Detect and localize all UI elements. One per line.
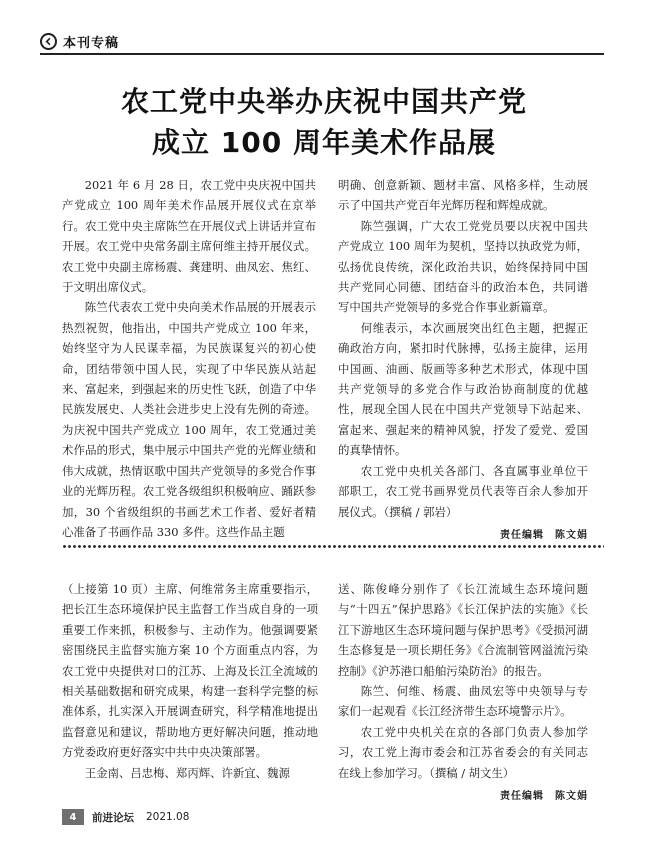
paragraph: 2021 年 6 月 28 日，农工党中央庆祝中国共产党成立 100 周年美术作品展开展仪式在京举行。农工党中央主席陈竺在开展仪式上讲话并宣布开展。农工党中央常务副主席何维主持开展仪式。农工党中央副主席杨震、龚建明、曲凤宏、焦红、于文明出席仪式。 [62,178,316,295]
paragraph: 陈竺、何维、杨震、曲凤宏等中央领导与专家们一起观看《长江经济带生态环境警示片》。 [338,684,588,719]
magazine-name: 前进论坛 [92,811,134,824]
article-title-line1: 农工党中央举办庆祝中国共产党 [120,85,527,118]
section-header [40,30,119,52]
paragraph: 农工党中央机关各部门、各直属事业单位干部职工，农工党书画界党员代表等百余人参加开展仪式。（撰稿 / 郭岩） [338,463,588,519]
editor-credit: 责任编辑 陈文娟 [500,529,588,541]
article2-right-column [338,579,588,807]
dotted-divider [62,544,604,549]
section-label: 本刊专稿 [63,35,120,51]
paragraph: 送、陈俊峰分别作了《长江流域生态环境问题与“十四五”保护思路》《长江保护法的实施》《长江下游地区生态环境问题与保护思考》《受损河湖生态修复是一项长期任务》《合流制管网溢流污染控制》《沪苏港口船舶污染防治》的报告。 [338,582,588,678]
paragraph: 明确、创意新颖、题材丰富、风格多样，生动展示了中国共产党百年光辉历程和辉煌成就。 [338,178,588,213]
header-rule [40,53,604,55]
article2-left-column [62,579,318,783]
page-number: 4 [62,809,84,825]
circle-arrow-icon [40,33,57,50]
paragraph: （上接第 10 页）主席、何维常务主席重要指示，把长江生态环境保护民主监督工作当成自身的一项重要工作来抓，积极参与、主动作为。他强调要紧密围绕民主监督实施方案 10 个方面重点内容，为农工党中央提供对口的江苏、上海及长江全流域的相关基础数据和研究成果，构建一套科学完整的标准体系，扎实深入开展调查研究，科学精准地提出监督意见和建议，帮助地方更好解决问题，推动地方党委政府更好落实中共中央决策部署。 [62,582,318,760]
paragraph: 农工党中央机关在京的各部门负责人参加学习，农工党上海市委会和江苏省委会的有关同志在线上参加学习。（撰稿 / 胡文生） [338,724,588,780]
article1-left-column [62,175,316,542]
paragraph: 王金南、吕忠梅、郑丙辉、许新宜、魏源 [84,765,290,780]
editor-credit: 责任编辑 陈文娟 [500,791,588,803]
paragraph: 陈竺强调，广大农工党党员要以庆祝中国共产党成立 100 周年为契机，坚持以执政党为师，弘扬优良传统，深化政治共识，始终保持同中国共产党同心同德、团结奋斗的政治本色，共同谱写中国共产党领导的多党合作事业新篇章。 [338,218,588,315]
paragraph: 何维表示，本次画展突出红色主题，把握正确政治方向，紧扣时代脉搏，弘扬主旋律，运用中国画、油画、版画等多种艺术形式，体现中国共产党领导的多党合作与政治协商制度的优越性，展现全国人民在中国共产党领导下站起来、富起来、强起来的精神风貌，抒发了爱党、爱国的真挚情怀。 [338,320,588,458]
article1-right-column [338,175,588,546]
page-footer [62,808,189,826]
paragraph: 陈竺代表农工党中央向美术作品展的开展表示热烈祝贺，他指出，中国共产党成立 100 年来，始终坚守为人民谋幸福，为民族谋复兴的初心使命，团结带领中国人民，实现了中华民族从站起来、富起来，到强起来的历史性飞跃，创造了中华民族发展史、人类社会进步史上没有先例的奇迹。为庆祝中国共产党成立 100 周年，农工党通过美术作品的形式，集中展示中国共产党的光辉业绩和伟大成就，热情讴歌中国共产党领导的多党合作事业的光辉历程。农工党各级组织积极响应、踊跃参加，30 个省级组织的书画艺术工作者、爱好者精心准备了书画作品 330 多件。这些作品主题 [62,300,316,539]
article-title-line2: 成立 100 周年美术作品展 [152,126,496,159]
issue-date: 2021.08 [146,811,190,823]
